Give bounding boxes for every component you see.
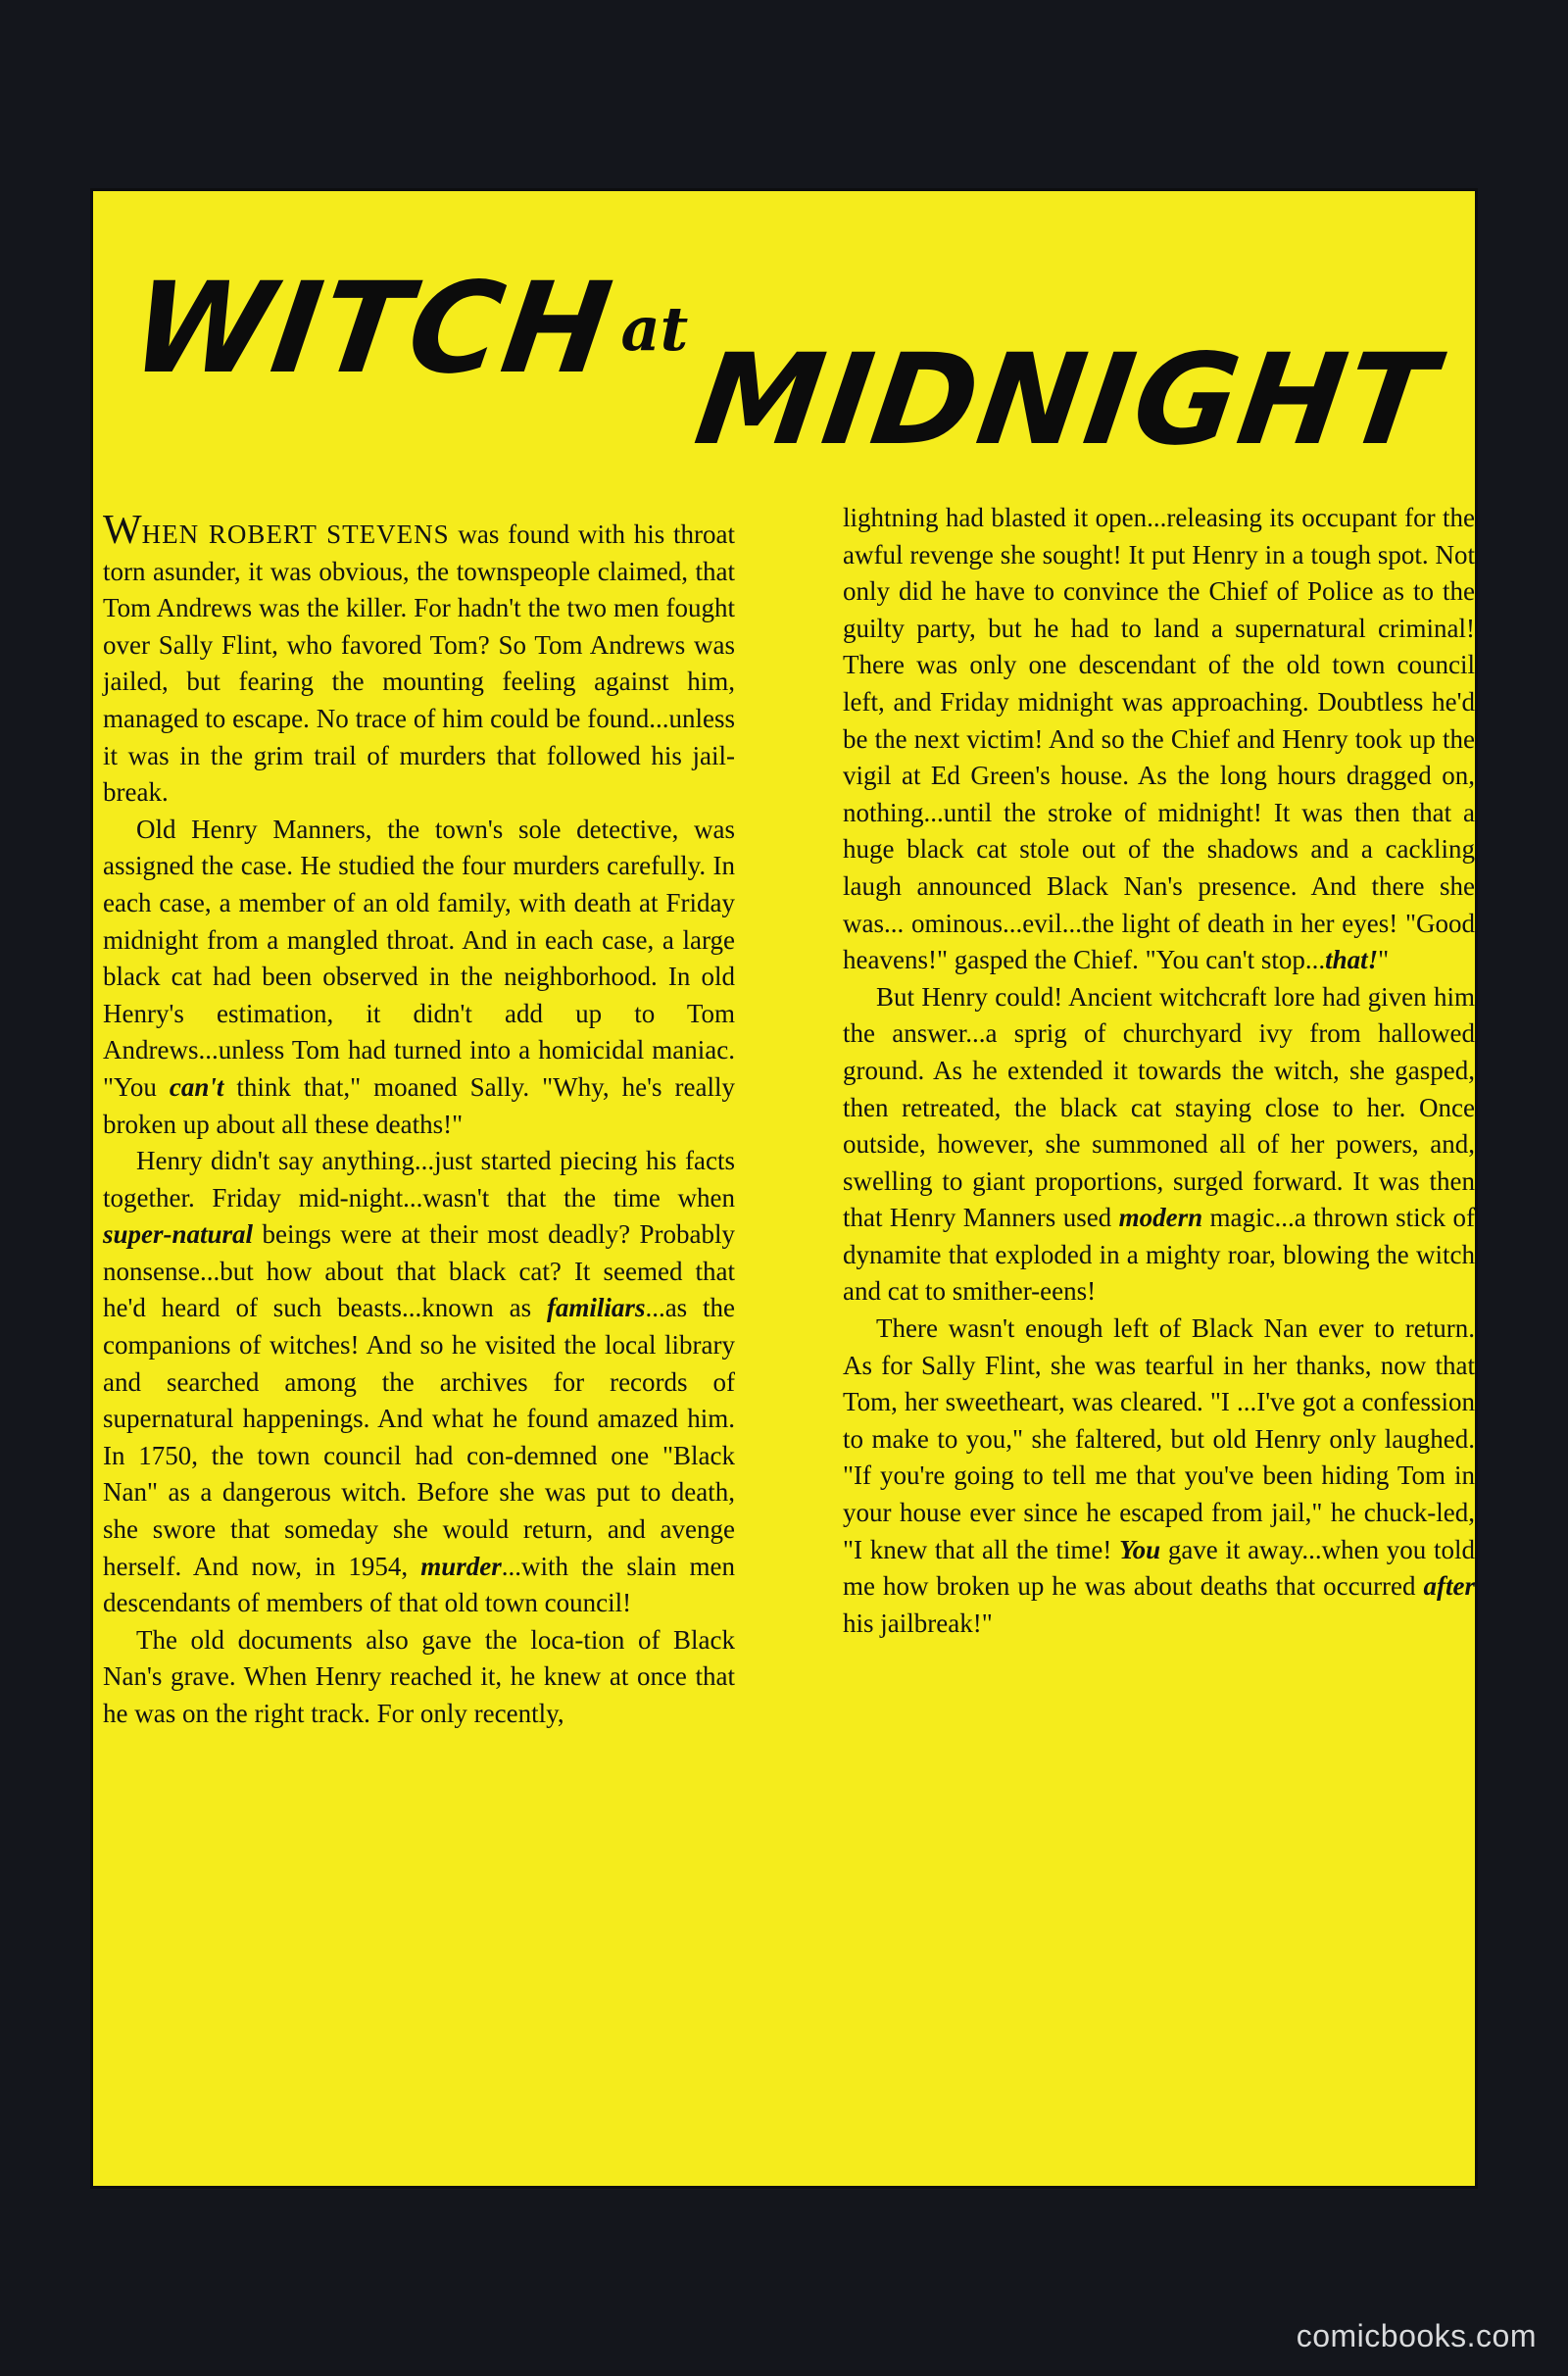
emphasis-text: familiars (546, 1293, 646, 1323)
text-column-right (843, 500, 1475, 1642)
paragraph-text: The old documents also gave the loca-tion of Black Nan's grave. When Henry reached it, he knew at once that he was on the right track. For only recently, (103, 1624, 735, 1728)
paragraph-text: ...as the companions of witches! And so he visited the local library and searched among the archives for records of supernatural happenings. And what he found amazed him. In 1750, the town council had con-demned one "Black Nan" as a dangerous witch. Before she was put to death, she swore that someday she would return, and avenge herself. And now, in 1954, (103, 1293, 735, 1581)
text-column-left (103, 510, 735, 1733)
story-page (93, 191, 1475, 2186)
paragraph-text: There wasn't enough left of Black Nan ever to return. As for Sally Flint, she was tearful in her thanks, now that Tom, her sweetheart, was cleared. "I ...I've got a confession to make to you," she faltered, but old Henry only laughed. "If you're going to tell me that you've been hiding Tom in your house ever since he escaped from jail," he chuck-led, "I knew that all the time! (843, 1313, 1475, 1564)
paragraph (103, 1622, 735, 1733)
paragraph (103, 510, 735, 812)
emphasis-text: can't (169, 1071, 224, 1102)
paragraph (843, 500, 1475, 979)
title-midnight: MIDNIGHT (687, 327, 1446, 473)
paragraph (843, 1311, 1475, 1642)
paragraph (103, 1143, 735, 1622)
paragraph-text: beings were at their most deadly? Probably nonsense...but how about that black cat? It seemed that he'd heard of such beasts...known as (103, 1219, 735, 1323)
paragraph-text: ...with the slain men descendants of members of that old town council! (103, 1551, 735, 1618)
title-at: at (620, 293, 689, 365)
paragraph-text: gave it away...when you told me how broken up he was about deaths that occurred (843, 1534, 1475, 1602)
paragraph-text: magic...a thrown stick of dynamite that exploded in a mighty roar, blowing the witch and cat to smither-eens! (843, 1203, 1475, 1307)
watermark: comicbooks.com (1296, 2318, 1537, 2353)
paragraph-text: " (1378, 945, 1390, 975)
paragraph-text: his jailbreak!" (843, 1608, 993, 1638)
emphasis-text: that! (1325, 945, 1379, 975)
paragraph-text: "You (103, 1071, 170, 1102)
paragraph-text: lightning had blasted it open...releasing its occupant for the awful revenge she sought! It put Henry in a tough spot. Not only did he have to convince the Chief of Police as to the guilty party, but he had to land a supernatural criminal! There was only one descendant of the old town council left, and Friday midnight was approaching. Doubtless he'd be the next victim! And so the Chief and Henry took up the vigil at Ed Green's house. As the long hours dragged on, nothing...until the stroke of midnight! It was then that a huge black cat stole out of the shadows and a cackling laugh announced Black Nan's presence. And there she was... ominous...evil...the light of death in her eyes! "Good heavens!" gasped the Chief. "You can't stop... (843, 503, 1475, 975)
drop-cap: W (103, 508, 142, 553)
paragraph-text: Henry didn't say anything...just started piecing his facts together. Friday mid-night...wasn't that the time when (103, 1146, 735, 1213)
paragraph-text: think that," moaned Sally. "Why, he's really broken up about all these deaths!" (103, 1071, 735, 1139)
emphasis-text: super-natural (103, 1219, 254, 1250)
title-witch: WITCH (122, 256, 621, 402)
paragraph-text: was found with his throat torn asunder, it was obvious, the townspeople claimed, that Tom Andrews was the killer. For hadn't the two men fought over Sally Flint, who favored Tom? So Tom Andrews was jailed, but fearing the mounting feeling against him, managed to escape. No trace of him could be found...unless it was in the grim trail of murders that followed his jail-break. (103, 520, 735, 808)
opening-caps: HEN ROBERT STEVENS (141, 520, 450, 549)
story-title (93, 245, 1475, 473)
paragraph-text: Old Henry Manners, the town's sole detective, was assigned the case. He studied the four murders carefully. In each case, a member of an old family, with death at Friday midnight from a mangled throat. And in each case, a large black cat had been observed in the neighborhood. In old Henry's estimation, it didn't add up to Tom Andrews...unless Tom had turned into a homicidal maniac. (103, 814, 735, 1065)
paragraph (843, 979, 1475, 1311)
emphasis-text: after (1423, 1571, 1475, 1602)
emphasis-text: murder (420, 1551, 502, 1581)
emphasis-text: modern (1118, 1203, 1203, 1233)
paragraph (103, 812, 735, 1143)
paragraph-text: But Henry could! Ancient witchcraft lore had given him the answer...a sprig of churchyard ivy from hallowed ground. As he extended it towards the witch, she gasped, then retreated, the black cat staying close to her. Once outside, however, she summoned all of her powers, and, swelling to giant proportions, surged forward. It was then that Henry Manners used (843, 981, 1475, 1233)
emphasis-text: You (1119, 1534, 1161, 1564)
